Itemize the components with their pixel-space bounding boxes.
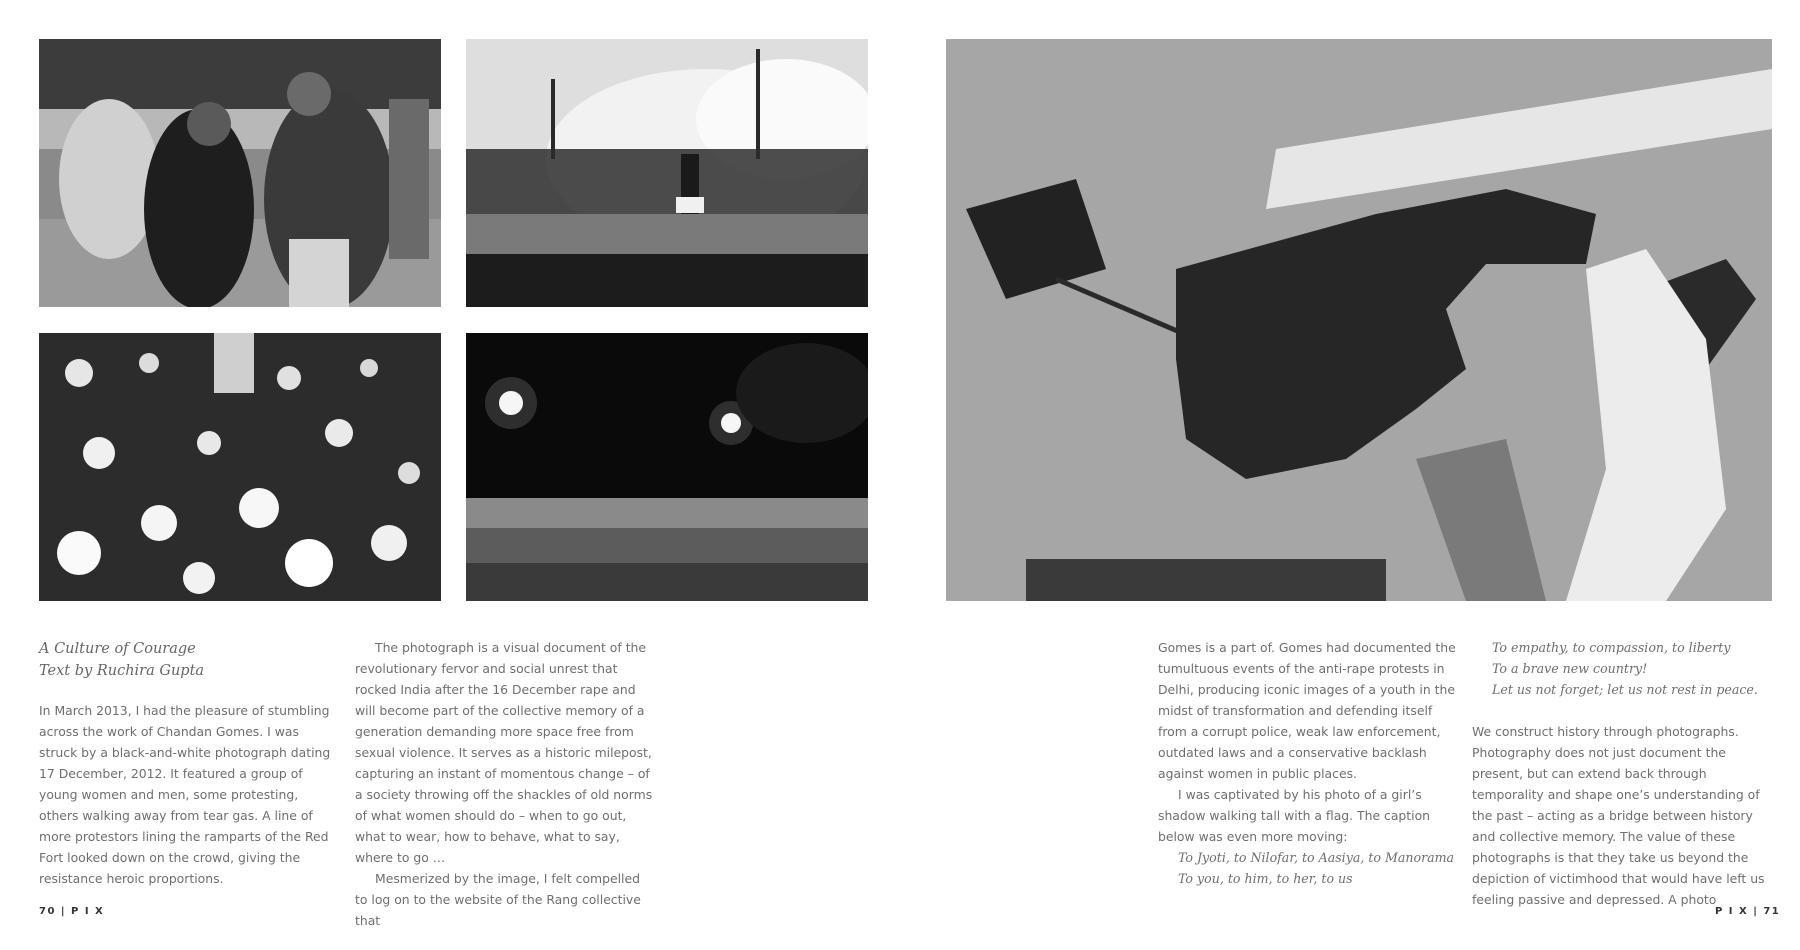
night-crowd-photo: [466, 333, 868, 601]
paragraph: The photograph is a visual document of the revolutionary fervor and social unrest that rocked India after the 16 December rape and will become part of the collective memory of a generation demanding more space free from sexual violence. It serves as a historic milepost, capturing an instant of momentous change – of a society throwing off the shackles of old norms of what women should do – when to go out, what to wear, how to behave, what to say, where to go …: [355, 640, 653, 865]
paragraph: We construct history through photographs. Photography does not just document the present, but can extend back through temporality and shape one’s understanding of the past – acting as a bridge between history and collective memory. The value of these photographs is that they take us beyond the depiction of victimhood that would have left us feeling passive and depressed. A photo: [1472, 724, 1765, 907]
page-number-right: P I X | 71: [1715, 906, 1781, 917]
paragraph: I was captivated by his photo of a girl’s shadow walking tall with a flag. The caption below was even more moving:: [1158, 787, 1431, 844]
paragraph: Mesmerized by the image, I felt compelled to log on to the website of the Rang collective that: [355, 871, 641, 928]
caption-verse-line: To a brave new country!: [1492, 661, 1648, 676]
tear-gas-protest-photo: [466, 39, 868, 307]
protest-arrest-photo: [39, 39, 441, 307]
caption-verse-line: To empathy, to compassion, to liberty: [1492, 640, 1731, 655]
text-column-2: [355, 637, 655, 931]
caption-verse-line: To you, to him, to her, to us: [1178, 871, 1353, 886]
page-number-left: 70 | P I X: [39, 906, 105, 917]
text-column-1: [39, 700, 339, 889]
caption-verse-line: To Jyoti, to Nilofar, to Aasiya, to Manorama: [1178, 850, 1455, 865]
tear-gas-protest-photo-icon: [466, 39, 868, 307]
candle-vigil-photo-icon: [39, 333, 441, 601]
candle-vigil-photo: [39, 333, 441, 601]
paragraph: In March 2013, I had the pleasure of stumbling across the work of Chandan Gomes. I was struck by a black-and-white photograph dating 17 December, 2012. It featured a group of young women and men, some protesting, others walking away from tear gas. A line of more protestors lining the ramparts of the Red Fort looked down on the crowd, giving the resistance heroic proportions.: [39, 703, 331, 886]
article-title: A Culture of Courage: [39, 641, 196, 657]
flag-shadow-photo: [946, 39, 1772, 601]
night-crowd-photo-icon: [466, 333, 868, 601]
text-column-3: [1158, 637, 1463, 889]
paragraph: Gomes is a part of. Gomes had documented the tumultuous events of the anti-rape protests in Delhi, producing iconic images of a youth in the midst of transformation and defending itself from a corrupt police, weak law enforcement, outdated laws and a conservative backlash against women in public places.: [1158, 640, 1456, 781]
article-heading: [39, 638, 339, 682]
text-column-4: [1472, 637, 1777, 910]
flag-shadow-photo-icon: [946, 39, 1772, 601]
protest-arrest-photo-icon: [39, 39, 441, 307]
caption-verse-line: Let us not forget; let us not rest in peace.: [1492, 682, 1758, 697]
article-byline: Text by Ruchira Gupta: [39, 663, 205, 679]
